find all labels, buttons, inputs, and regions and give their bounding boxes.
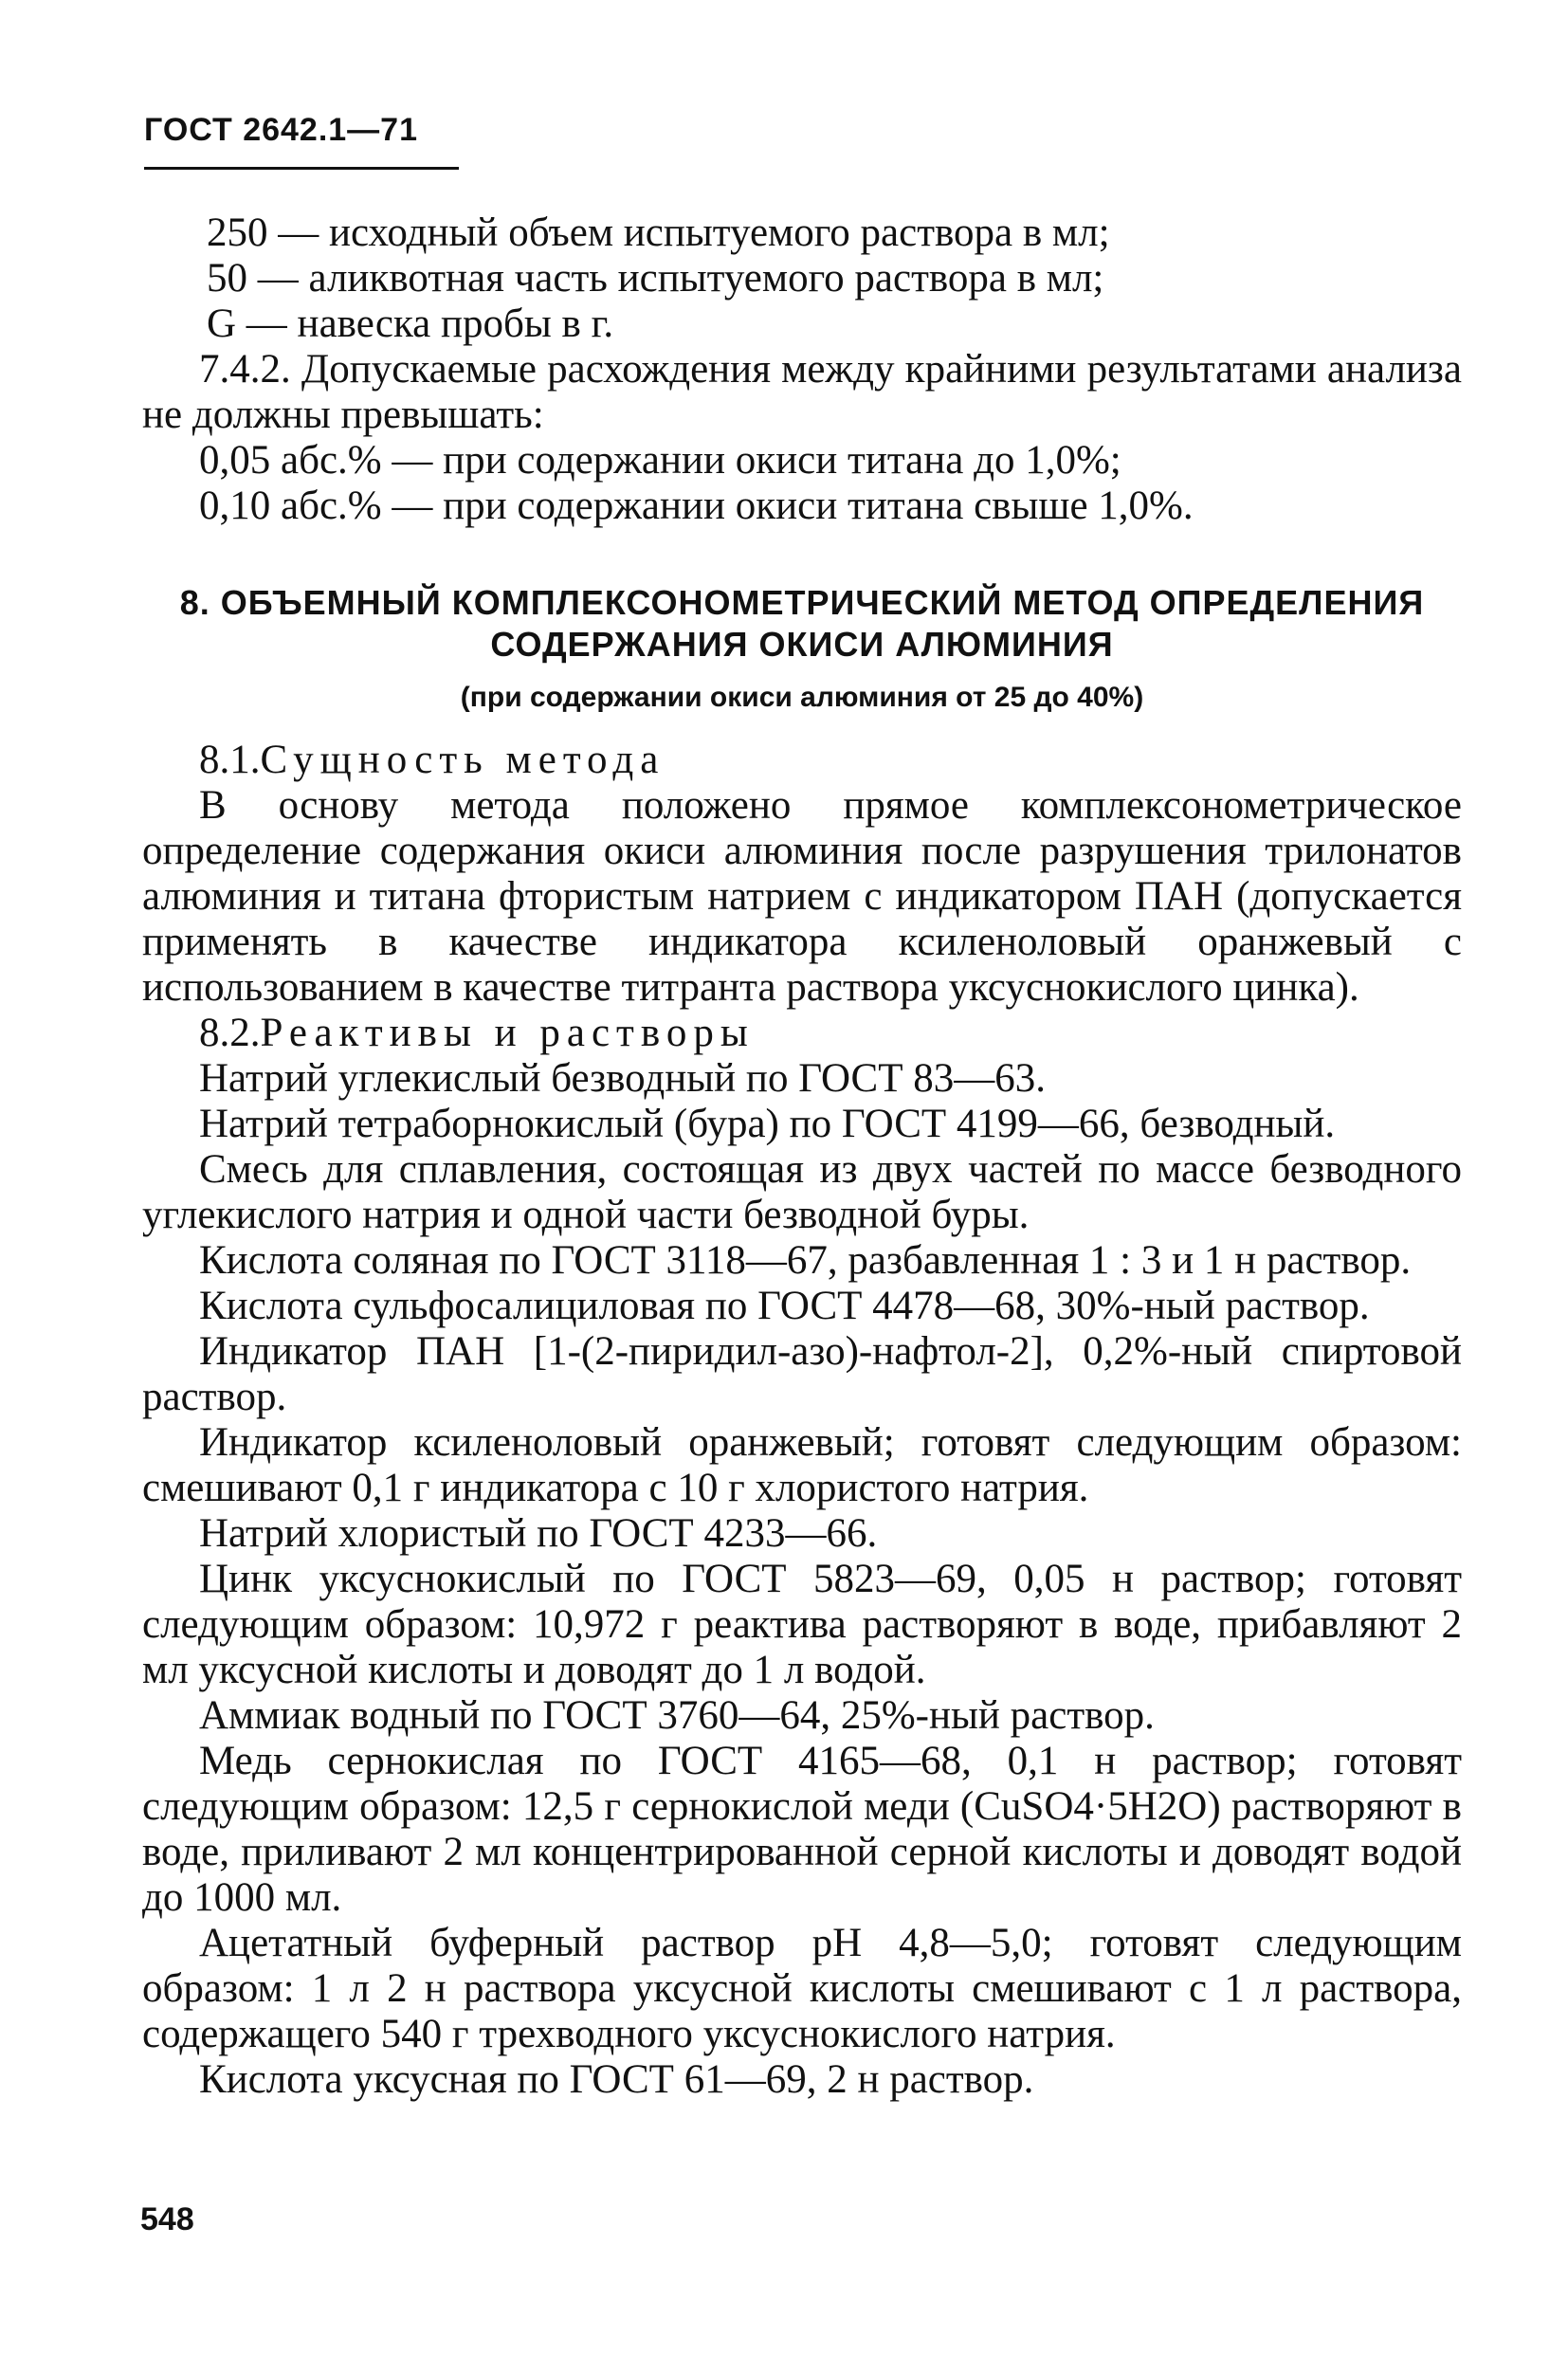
reagent-item: Индикатор ПАН [1-(2-пиридил-азо)-нафтол-2], 0,2%-ный спиртовой раствор. — [142, 1329, 1462, 1419]
legend-line: G — навеска пробы в г. — [207, 301, 614, 346]
reagent-item: Смесь для сплавления, состоящая из двух частей по массе безводного углекислого натрия и одной части безводной буры. — [142, 1147, 1462, 1237]
reagent-item: Кислота сульфосалициловая по ГОСТ 4478—68, 30%-ный раствор. — [199, 1284, 1370, 1328]
document-body — [142, 210, 1462, 2103]
reagent-item: Кислота соляная по ГОСТ 3118—67, разбавленная 1 : 3 и 1 н раствор. — [199, 1238, 1412, 1283]
header-rule — [144, 167, 459, 170]
section-8-title-line: 8. ОБЪЕМНЫЙ КОМПЛЕКСОНОМЕТРИЧЕСКИЙ МЕТОД ОПРЕДЕЛЕНИЯ — [179, 583, 1425, 622]
section-8-subtitle: (при содержании окиси алюминия от 25 до 40%) — [460, 682, 1144, 713]
reagent-item: Медь сернокислая по ГОСТ 4165—68, 0,1 н раствор; готовят следующим образом: 12,5 г сернокислой меди (CuSO4·5H2O) растворяют в воде, приливают 2 мл концентрированной серной кислоты и доводят водой до 1000 мл. — [142, 1739, 1462, 1920]
subsection-title: Реактивы и растворы — [260, 1011, 755, 1055]
reagent-item: Индикатор ксиленоловый оранжевый; готовят следующим образом: смешивают 0,1 г индикатора с 10 г хлористого натрия. — [142, 1420, 1462, 1510]
subsection-8-2-heading — [142, 1011, 1462, 1056]
reagent-item: Натрий хлористый по ГОСТ 4233—66. — [199, 1511, 878, 1556]
tolerance-item: 0,10 абс.% — при содержании окиси титана свыше 1,0%. — [199, 484, 1194, 528]
section-8-title-line: СОДЕРЖАНИЯ ОКИСИ АЛЮМИНИЯ — [490, 625, 1114, 664]
method-essence-paragraph: В основу метода положено прямое комплексонометрическое определение содержания окиси алюминия после разрушения трилонатов алюминия и титана фтористым натрием с индикатором ПАН (допускается применять в качестве индикатора ксиленоловый оранжевый с использованием в качестве титранта раствора уксуснокислого цинка). — [142, 783, 1462, 1010]
subsection-title: Сущность метода — [260, 738, 665, 782]
section-8-title — [142, 582, 1462, 666]
subsection-number: 8.1. — [199, 738, 261, 782]
page-header: ГОСТ 2642.1—71 — [144, 112, 419, 148]
reagent-item: Аммиак водный по ГОСТ 3760—64, 25%-ный раствор. — [199, 1693, 1155, 1738]
page-number: 548 — [140, 2201, 194, 2237]
legend-line: 50 — аликвотная часть испытуемого раствора в мл; — [207, 256, 1104, 301]
subsection-8-1-heading — [142, 738, 1462, 783]
tolerance-item: 0,05 абс.% — при содержании окиси титана до 1,0%; — [199, 438, 1121, 483]
reagent-item: Кислота уксусная по ГОСТ 61—69, 2 н раствор. — [199, 2057, 1034, 2102]
clause-7-4-2: 7.4.2. Допускаемые расхождения между крайними результатами анализа не должны превышать: — [142, 347, 1462, 437]
subsection-number: 8.2. — [199, 1011, 261, 1055]
legend-line: 250 — исходный объем испытуемого раствора в мл; — [207, 210, 1110, 255]
reagent-item: Цинк уксуснокислый по ГОСТ 5823—69, 0,05 н раствор; готовят следующим образом: 10,972 г реактива растворяют в воде, прибавляют 2 мл уксусной кислоты и доводят до 1 л водой. — [142, 1557, 1462, 1692]
reagent-item: Ацетатный буферный раствор pH 4,8—5,0; готовят следующим образом: 1 л 2 н раствора уксусной кислоты смешивают с 1 л раствора, содержащего 540 г трехводного уксуснокислого натрия. — [142, 1921, 1462, 2056]
reagent-item: Натрий углекислый безводный по ГОСТ 83—63. — [199, 1056, 1047, 1101]
reagent-item: Натрий тетраборнокислый (бура) по ГОСТ 4199—66, безводный. — [199, 1102, 1336, 1146]
